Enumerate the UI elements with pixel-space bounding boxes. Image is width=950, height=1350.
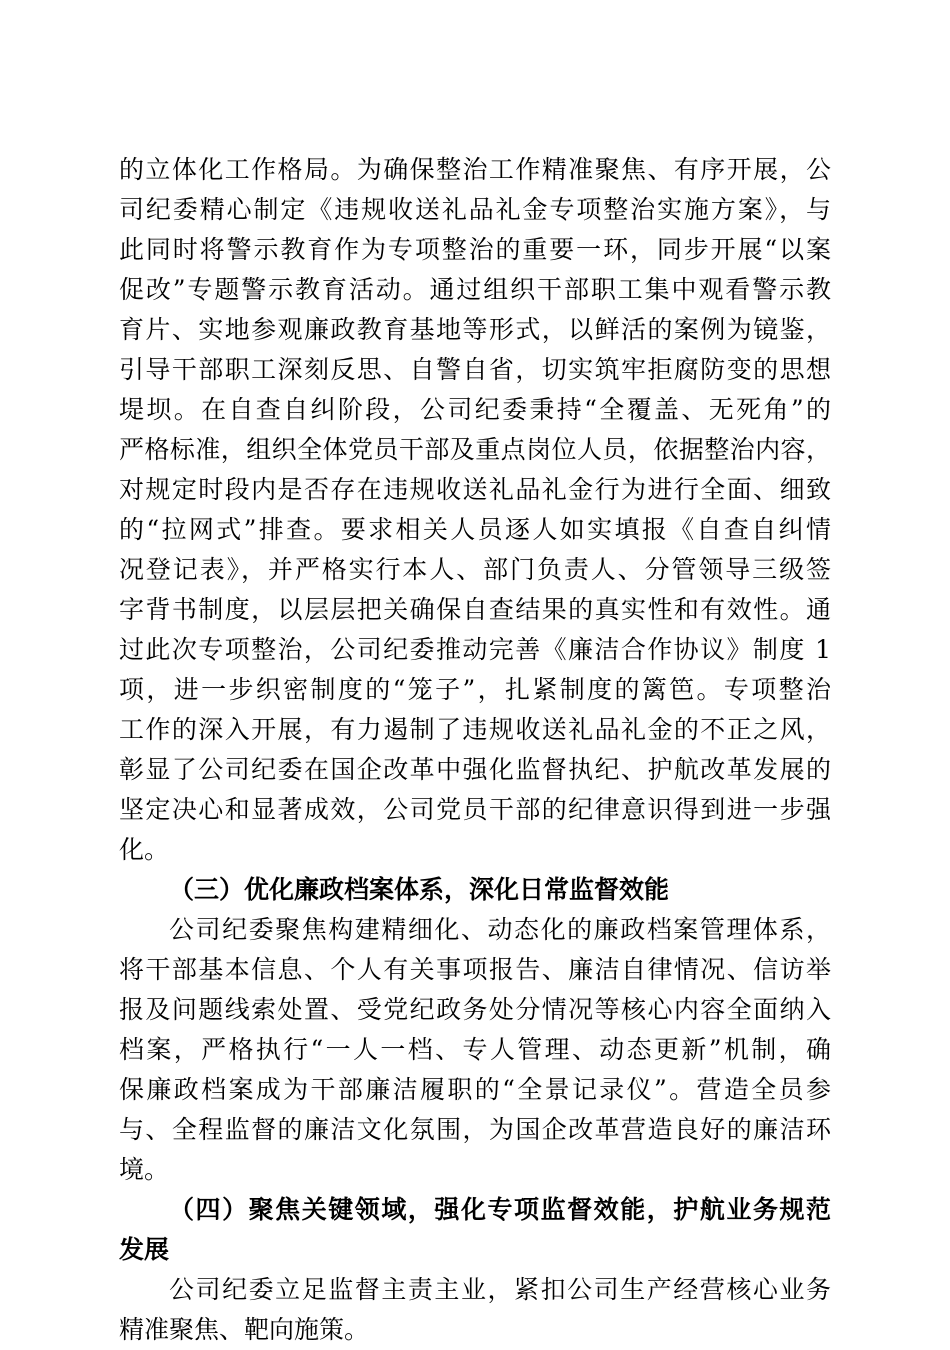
- text-line: 的立体化工作格局。为确保整治工作精准聚焦、有序开展，公: [119, 155, 831, 184]
- section-heading-3: [119, 870, 831, 910]
- text-line: 境。: [119, 1155, 170, 1184]
- text-line: 促改”专题警示教育活动。通过组织干部职工集中观看警示教: [119, 275, 831, 304]
- text-line: 引导干部职工深刻反思、自警自省，切实筑牢拒腐防变的思想: [119, 355, 831, 384]
- heading-line: （三）优化廉政档案体系，深化日常监督效能: [169, 875, 670, 904]
- text-line: 档案，严格执行“一人一档、专人管理、动态更新”机制，确: [119, 1035, 831, 1064]
- text-line: 过此次专项整治，公司纪委推动完善《廉洁合作协议》制度 1: [119, 635, 831, 664]
- text-line: 堤坝。在自查自纠阶段，公司纪委秉持“全覆盖、无死角”的: [119, 395, 831, 424]
- text-line: 严格标准，组织全体党员干部及重点岗位人员，依据整治内容，: [119, 435, 831, 464]
- text-line: 育片、实地参观廉政教育基地等形式，以鲜活的案例为镜鉴，: [119, 315, 831, 344]
- text-line: 保廉政档案成为干部廉洁履职的“全景记录仪”。营造全员参: [119, 1075, 831, 1104]
- text-line: 司纪委精心制定《违规收送礼品礼金专项整治实施方案》，与: [119, 195, 831, 224]
- section-heading-4: [119, 1190, 831, 1270]
- text-line: 将干部基本信息、个人有关事项报告、廉洁自律情况、信访举: [119, 955, 831, 984]
- text-line: 此同时将警示教育作为专项整治的重要一环，同步开展“以案: [119, 235, 831, 264]
- text-line: 公司纪委聚焦构建精细化、动态化的廉政档案管理体系，: [169, 915, 831, 944]
- paragraph-special-rectification: [119, 150, 831, 870]
- text-line: 坚定决心和显著成效，公司党员干部的纪律意识得到进一步强: [119, 795, 831, 824]
- text-line: 与、全程监督的廉洁文化氛围，为国企改革营造良好的廉洁环: [119, 1115, 831, 1144]
- text-line: 公司纪委立足监督主责主业，紧扣公司生产经营核心业务: [169, 1275, 831, 1304]
- text-line: 报及问题线索处置、受党纪政务处分情况等核心内容全面纳入: [119, 995, 831, 1024]
- text-line: 化。: [119, 835, 170, 864]
- text-line: 对规定时段内是否存在违规收送礼品礼金行为进行全面、细致: [119, 475, 831, 504]
- paragraph-integrity-archives: [119, 910, 831, 1190]
- text-line: 工作的深入开展，有力遏制了违规收送礼品礼金的不正之风，: [119, 715, 831, 744]
- text-line: 项，进一步织密制度的“笼子”，扎紧制度的篱笆。专项整治: [119, 675, 831, 704]
- text-line: 字背书制度，以层层把关确保自查结果的真实性和有效性。通: [119, 595, 831, 624]
- paragraph-key-areas: [119, 1270, 831, 1350]
- heading-line: 发展: [119, 1235, 170, 1264]
- text-line: 的“拉网式”排查。要求相关人员逐人如实填报《自查自纠情: [119, 515, 831, 544]
- text-line: 况登记表》，并严格实行本人、部门负责人、分管领导三级签: [119, 555, 831, 584]
- text-line: 彰显了公司纪委在国企改革中强化监督执纪、护航改革发展的: [119, 755, 831, 784]
- text-line: 精准聚焦、靶向施策。: [119, 1315, 370, 1344]
- document-body: [119, 150, 831, 1350]
- heading-line: （四）聚焦关键领域，强化专项监督效能，护航业务规范: [169, 1195, 831, 1224]
